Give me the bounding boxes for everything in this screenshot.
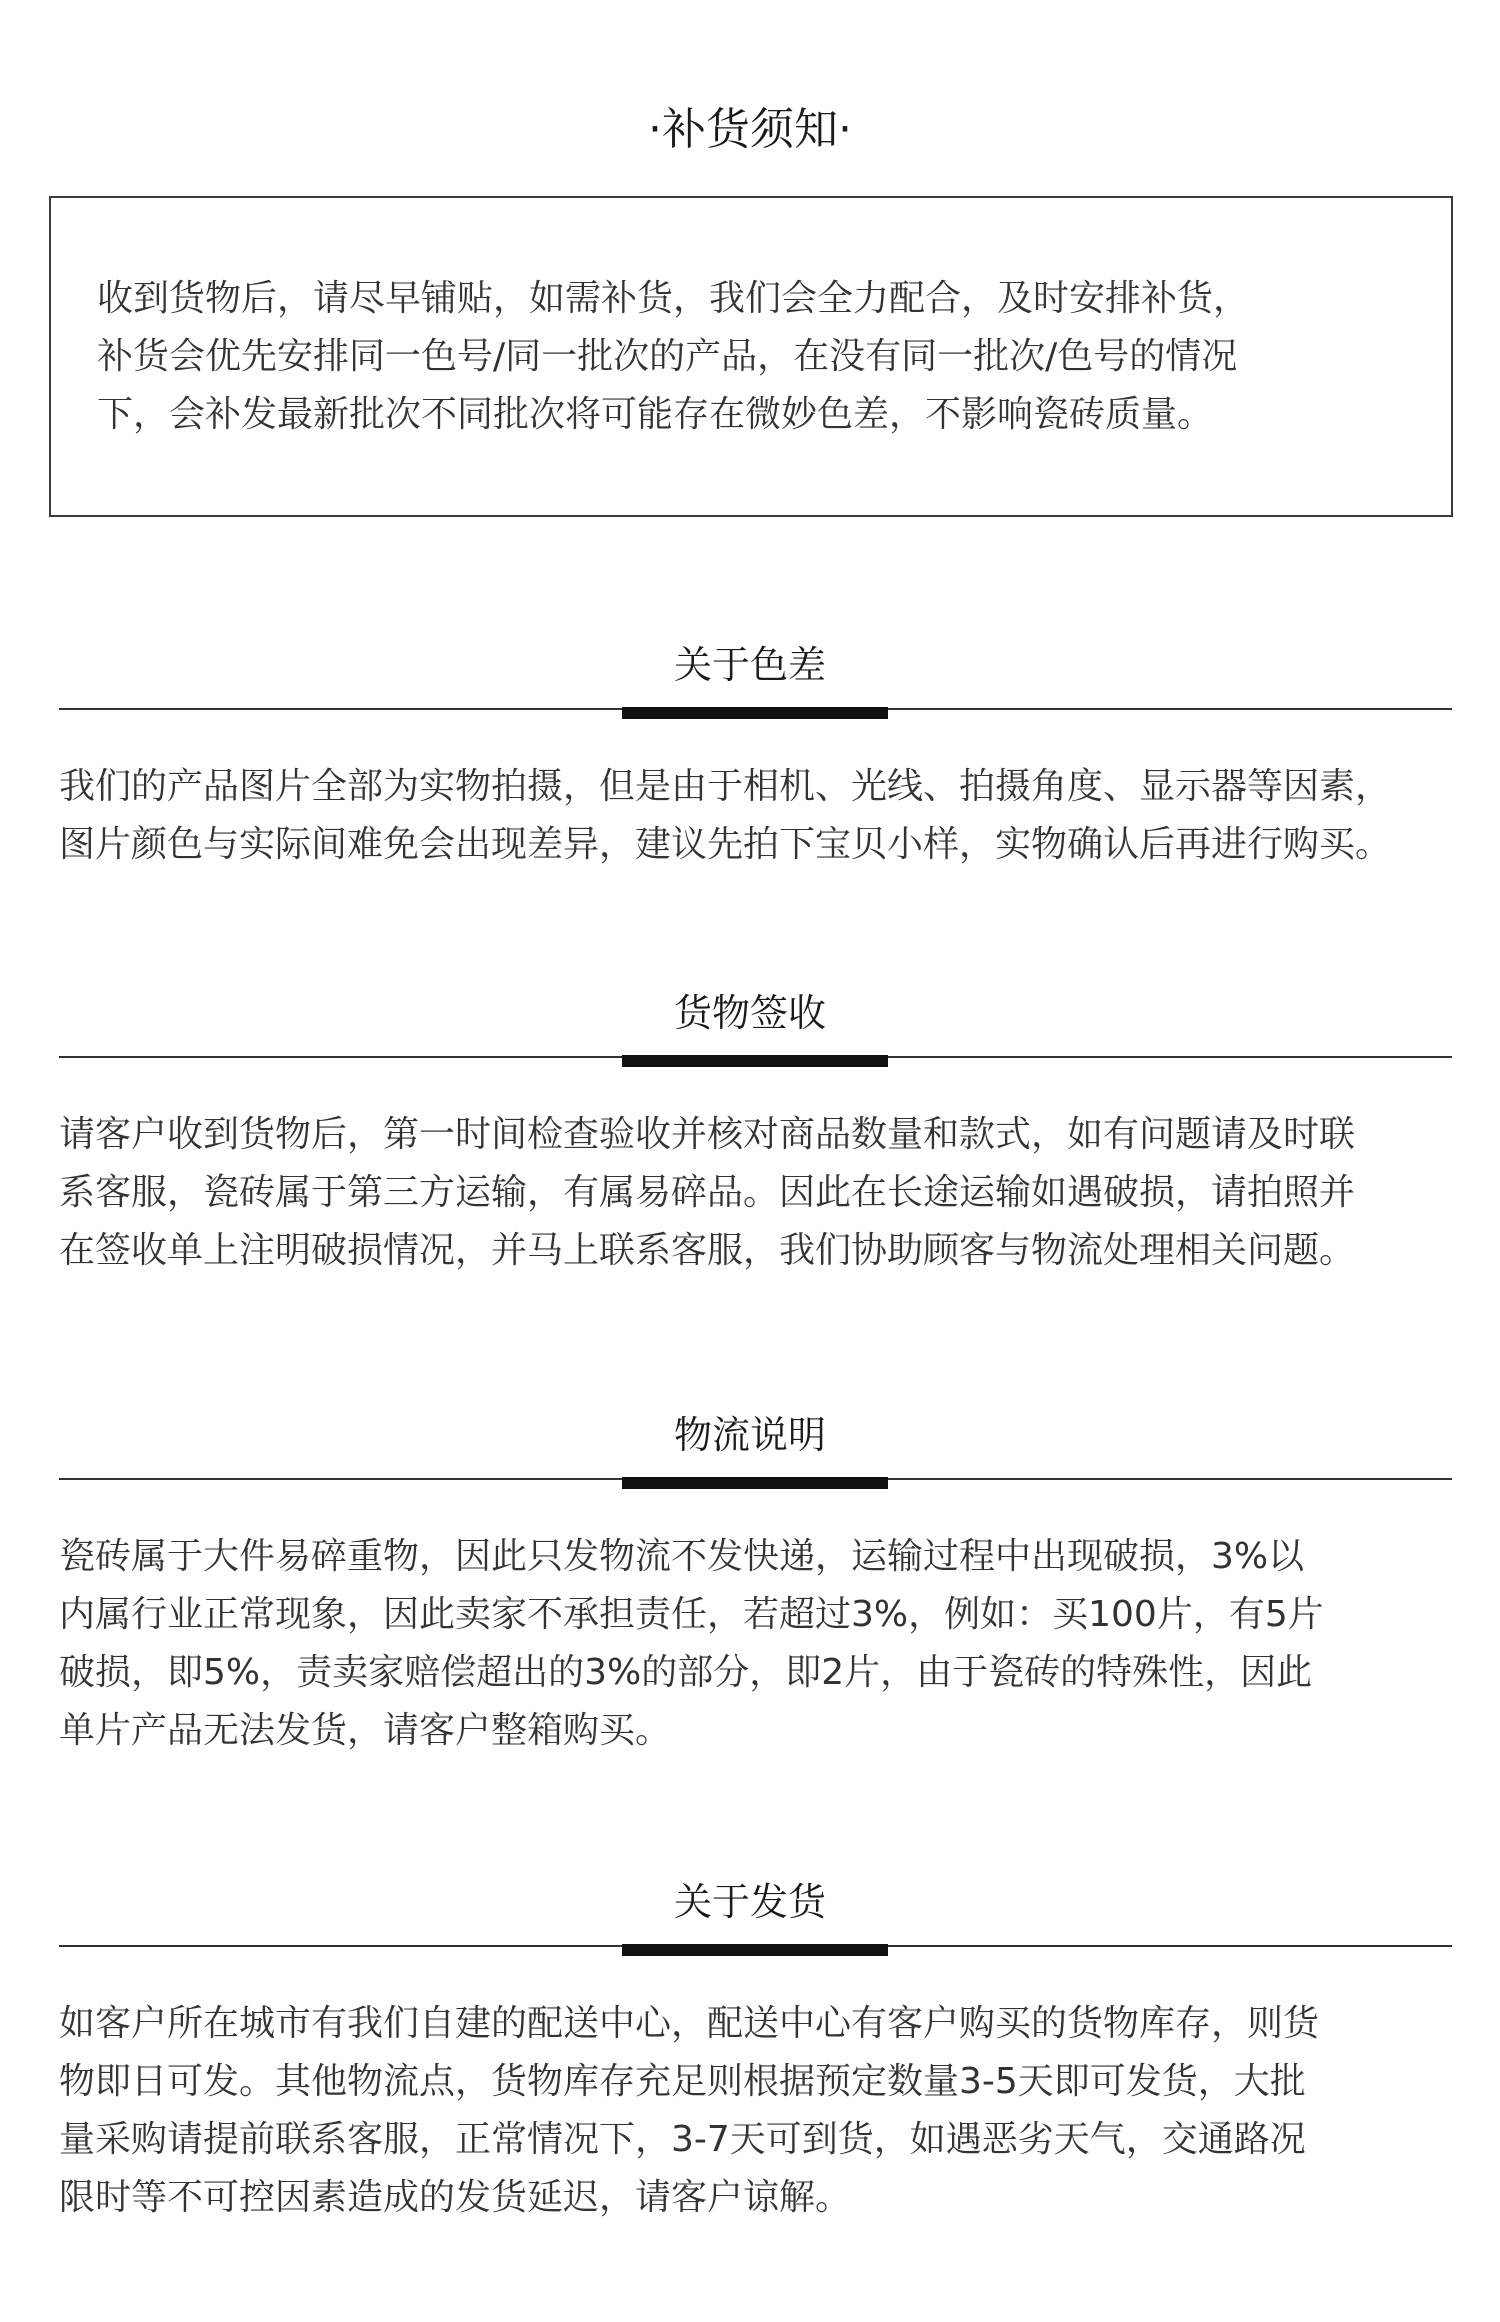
section-divider-accent [622,1477,888,1489]
section-title: 关于发货 [673,1880,826,1924]
body-line: 单片产品无法发货，请客户整箱购买。 [59,1710,672,1751]
restock-notice-text [97,270,1411,444]
notice-line: 下，会补发最新批次不同批次将可能存在微妙色差，不影响瓷砖质量。 [97,394,1214,435]
page-title: ·补货须知· [648,104,852,155]
section-divider-accent [622,1944,888,1956]
body-line: 限时等不可控因素造成的发货延迟，请客户谅解。 [59,2177,852,2218]
body-line: 在签收单上注明破损情况，并马上联系客服，我们协助顾客与物流处理相关问题。 [59,1230,1356,1271]
body-line: 图片颜色与实际间难免会出现差异，建议先拍下宝贝小样，实物确认后再进行购买。 [59,824,1392,865]
section-divider-accent [622,707,888,719]
body-line: 内属行业正常现象，因此卖家不承担责任，若超过3%，例如：买100片，有5片 [59,1594,1324,1635]
body-line: 破损，即5%，责卖家赔偿超出的3%的部分，即2片，由于瓷砖的特殊性，因此 [59,1652,1313,1693]
body-line: 系客服，瓷砖属于第三方运输，有属易碎品。因此在长途运输如遇破损，请拍照并 [59,1172,1356,1213]
restock-notice-box [49,196,1453,517]
section-body [59,758,1479,874]
section-title: 货物签收 [673,991,826,1035]
body-line: 物即日可发。其他物流点，货物库存充足则根据预定数量3-5天即可发货，大批 [59,2061,1306,2102]
body-line: 我们的产品图片全部为实物拍摄，但是由于相机、光线、拍摄角度、显示器等因素， [59,766,1392,807]
section-divider-accent [622,1055,888,1067]
body-line: 量采购请提前联系客服，正常情况下，3-7天可到货，如遇恶劣天气，交通路况 [59,2119,1306,2160]
section-title: 关于色差 [673,643,826,687]
section-body [59,1106,1479,1280]
section-title: 物流说明 [673,1413,826,1457]
notice-line: 收到货物后，请尽早铺贴，如需补货，我们会全力配合，及时安排补货， [97,278,1250,319]
notice-line: 补货会优先安排同一色号/同一批次的产品，在没有同一批次/色号的情况 [97,336,1238,377]
section-body [59,1995,1479,2227]
body-line: 请客户收到货物后，第一时间检查验收并核对商品数量和款式，如有问题请及时联 [59,1114,1356,1155]
section-body [59,1528,1479,1760]
body-line: 瓷砖属于大件易碎重物，因此只发物流不发快递，运输过程中出现破损，3%以 [59,1536,1305,1577]
body-line: 如客户所在城市有我们自建的配送中心，配送中心有客户购买的货物库存，则货 [59,2003,1320,2044]
